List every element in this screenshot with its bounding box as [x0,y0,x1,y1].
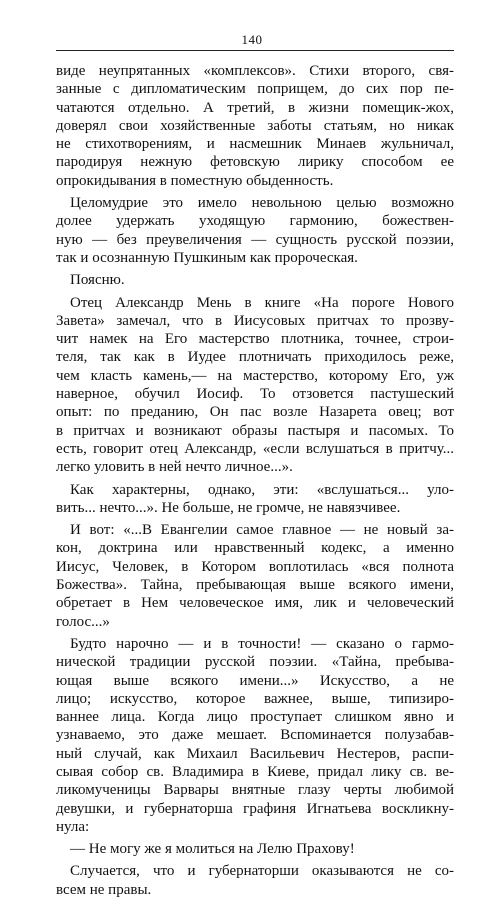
text-line: в притчах и возникают образы пастыря и пасомых. То [56,422,454,439]
text-line: чатаются отдельно. А третий, в жизни помещик-жох, [56,99,454,116]
text-line: доверял свои хозяйственные заботы статьям, но никак [56,117,454,134]
text-line: долее удержать уходящую гармонию, божествен- [56,213,454,230]
text-line: чем класть камень,— на мастерство, которому Его, уж [56,367,454,384]
text-line: И вот: «...В Евангелии самое главное — не новый за- [70,522,454,539]
text-line: есть, говорит отец Александр, «если вслушаться в притчу... [56,440,454,457]
text-line: теля, так как в Иудее плотничать приходилось реже, [56,349,454,366]
body-text [56,62,454,899]
text-line: кон, доктрина или нравственный кодекс, а именно [56,540,454,557]
text-line: Иисус, Человек, в Котором воплотилась «вся полнота [56,558,454,575]
text-line: Случается, что и губернаторши оказываются не со- [70,863,454,880]
text-line: нула: [56,818,90,835]
text-line: всем не правы. [56,881,152,898]
text-line: сывая собор св. Владимира в Киеве, придал лику св. ве- [56,763,454,780]
text-line: Отец Александр Мень в книге «На пороге Нового [70,294,454,311]
text-line: ную — без преувеличения — сущность русской поэзии, [56,231,454,248]
text-line: занные с дипломатическим поприщем, до сих пор пе- [56,81,454,98]
text-line: так и осознанную Пушкиным как пророческая. [56,249,358,266]
text-line: — Не могу же я молиться на Лелю Прахову! [70,841,355,858]
text-line: Целомудрие это имело невольною целью возможно [70,195,454,212]
text-line: ваннее лица. Когда лицо проступает слишком явно и [56,709,454,726]
text-line: нической традиции русской поэзии. «Тайна, пребыва- [56,654,454,671]
text-line: не стихотворениям, и насмешник Минаев жульничал, [56,136,454,153]
text-line: опыт: по преданию, Он пас возле Назарета овец; вот [56,404,454,421]
text-line: девушки, и губернаторша графиня Игнатьева воскликну- [56,800,454,817]
header-rule [56,50,454,51]
text-line: обретает в Нем человеческое имя, лик и человеческий [56,595,454,612]
text-line: ный случай, как Михаил Васильевич Нестеров, распи- [56,745,454,762]
text-line: Завета» замечал, что в Иисусовых притчах то прозву- [56,312,454,329]
page-number: 140 [241,32,263,47]
text-line: Как характерны, однако, эти: «вслушаться... уло- [70,481,454,498]
text-line: голос...» [56,613,110,630]
text-line: вить... нечто...». Не больше, не громче, не навязчивее. [56,499,401,516]
text-line: Поясню. [70,272,125,289]
text-line: легко уловить в ней нечто личное...». [56,459,293,476]
text-line: Божества». Тайна, пребывающая выше всякого имени, [56,577,454,594]
text-line: опрокидывания в поместную обыденность. [56,172,334,189]
text-line: узнаваемо, это даже мешает. Вспоминается полузабав- [56,727,454,744]
text-line: ющая выше всякого имени...» Искусство, а не [56,672,454,689]
text-line: чит намек на Его мастерство плотника, точнее, строи- [56,331,454,348]
text-line: наверное, обучил Иосиф. То отзовется пастушеский [56,386,454,403]
text-line: Будто нарочно — и в точности! — сказано о гармо- [70,635,454,652]
text-line: пародируя нежную фетовскую лирику способом ее [56,154,454,171]
text-line: лицо; искусство, которое важнее, выше, типизиро- [56,690,454,707]
text-line: ликомученицы Варвары внятные глазу черты любимой [56,782,454,799]
text-line: виде неупрятанных «комплексов». Стихи второго, свя- [56,63,454,79]
